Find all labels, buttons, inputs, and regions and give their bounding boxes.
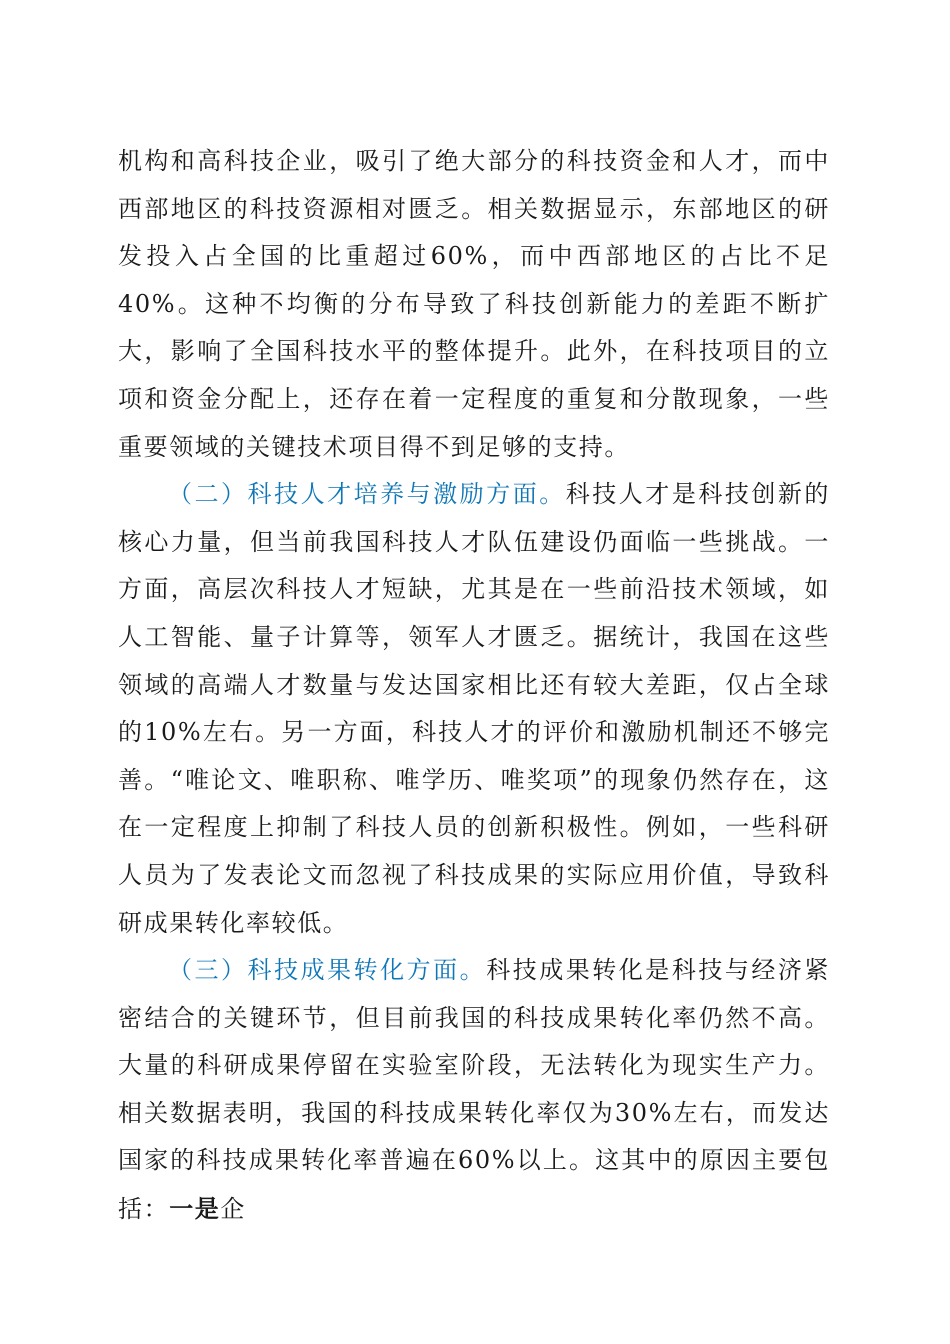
paragraph-resource-distribution (118, 138, 830, 471)
paragraph-text: 科技人才是科技创新的核心力量，但当前我国科技人才队伍建设仍面临一些挑战。一方面，高层次科技人才短缺，尤其是在一些前沿技术领域，如人工智能、量子计算等，领军人才匮乏。据统计，我国在这些领域的高端人才数量与发达国家相比还有较大差距，仅占全球的10%左右。另一方面，科技人才的评价和激励机制还不够完善。“唯论文、唯职称、唯学历、唯奖项”的现象仍然存在，这在一定程度上抑制了科技人员的创新积极性。例如，一些科研人员为了发表论文而忽视了科技成果的实际应用价值，导致科研成果转化率较低。 (118, 480, 830, 937)
paragraph-tail-text: 企 (220, 1195, 247, 1224)
paragraph-talent-training (118, 471, 830, 947)
section-heading-transfer: （三）科技成果转化方面。 (168, 956, 487, 985)
document-body (118, 138, 830, 1234)
paragraph-text: 机构和高科技企业，吸引了绝大部分的科技资金和人才，而中西部地区的科技资源相对匮乏。相关数据显示，东部地区的研发投入占全国的比重超过60%，而中西部地区的占比不足40%。这种不均衡的分布导致了科技创新能力的差距不断扩大，影响了全国科技水平的整体提升。此外，在科技项目的立项和资金分配上，还存在着一定程度的重复和分散现象，一些重要领域的关键技术项目得不到足够的支持。 (118, 147, 830, 461)
paragraph-achievement-transfer (118, 947, 830, 1234)
section-heading-talent: （二）科技人才培养与激励方面。 (168, 480, 566, 509)
paragraph-text: 科技成果转化是科技与经济紧密结合的关键环节，但目前我国的科技成果转化率仍然不高。大量的科研成果停留在实验室阶段，无法转化为现实生产力。相关数据表明，我国的科技成果转化率仅为30%左右，而发达国家的科技成果转化率普遍在60%以上。这其中的原因主要包括： (118, 956, 830, 1224)
emphasis-first-reason: 一是 (169, 1194, 221, 1224)
